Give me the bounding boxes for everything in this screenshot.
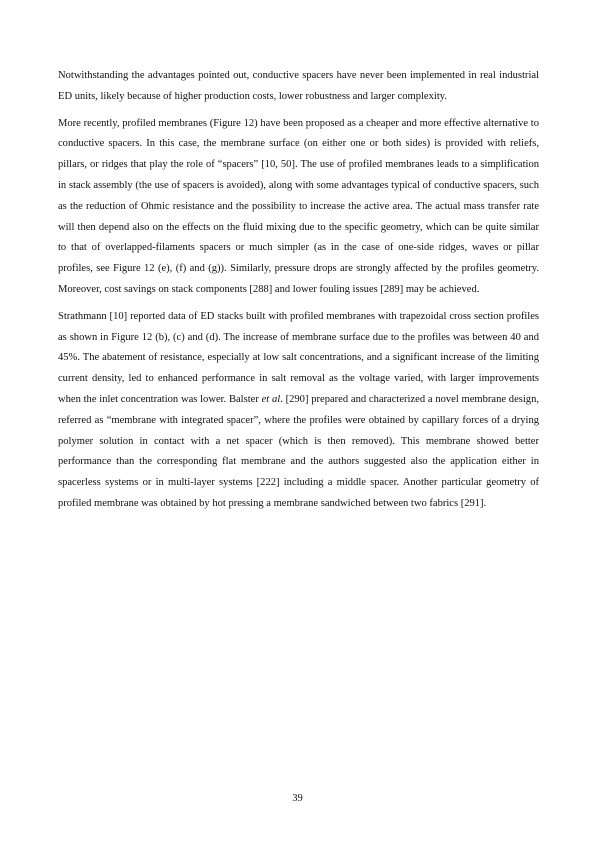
italic-et-al: et al xyxy=(261,393,281,405)
paragraph-profiled-membranes xyxy=(58,114,539,301)
document-body xyxy=(58,66,539,521)
paragraph-strathmann xyxy=(58,307,539,515)
paragraph-text: Strathmann [10] reported data of ED stacks built with profiled membranes with trapezoidal cross section profiles as shown in Figure 12 (b), (c) and (d). The increase of membrane surface due to the profiles was between 40 and 45%. The abatement of resistance, especially at low salt concentrations, and a significant increase of the limiting current density, led to enhanced performance in salt removal as the voltage varied, with larger improvements when the inlet concentration was lower. Balster xyxy=(58,310,539,405)
paragraph-conductive-spacers xyxy=(58,66,539,108)
paragraph-text: More recently, profiled membranes (Figure 12) have been proposed as a cheaper and more effective alternative to conductive spacers. In this case, the membrane surface (on either one or both sides) is provided with reliefs, pillars, or ridges that play the role of “spacers” [10, 50]. The use of profiled membranes leads to a simplification in stack assembly (the use of spacers is avoided), along with some advantages typical of conductive spacers, such as the reduction of Ohmic resistance and the possibility to increase the active area. The actual mass transfer rate will then depend also on the effects on the fluid mixing due to the specific geometry, which can be quite similar to that of overlapped-filaments spacers or much simpler (as in the case of one-side ridges, waves or pillar profiles, see Figure 12 (e), (f) and (g)). Similarly, pressure drops are strongly affected by the profiles geometry. Moreover, cost savings on stack components [288] and lower fouling issues [289] may be achieved. xyxy=(58,117,539,295)
page-number: 39 xyxy=(292,793,303,804)
paragraph-text: . [290] prepared and characterized a novel membrane design, referred as “membrane with integrated spacer”, where the profiles were obtained by capillary forces of a drying polymer solution in contact with a net spacer (which is then removed). This membrane showed better performance than the corresponding flat membrane and the authors suggested also the application either in spacerless systems or in multi-layer systems [222] including a middle spacer. Another particular geometry of profiled membrane was obtained by hot pressing a membrane sandwiched between two fabrics [291]. xyxy=(58,393,539,509)
paragraph-text: Notwithstanding the advantages pointed out, conductive spacers have never been implemented in real industrial ED units, likely because of higher production costs, lower robustness and larger complexity. xyxy=(58,70,539,102)
